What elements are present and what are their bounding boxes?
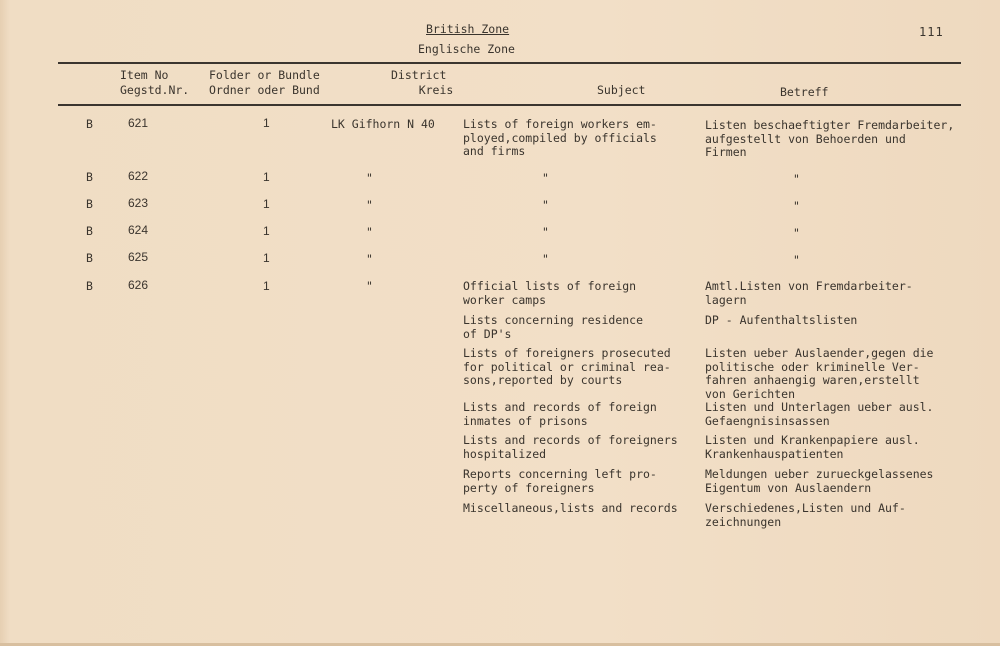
subject-ditto-mark: " <box>542 225 549 239</box>
district-ditto-mark: " <box>366 225 373 239</box>
folder-number: 1 <box>263 279 270 293</box>
subject-ditto-mark: " <box>542 252 549 266</box>
column-header-betreff: Betreff <box>780 85 829 99</box>
subject-text: Lists of foreigners prosecuted for political or criminal rea- sons,reported by courts <box>463 346 671 387</box>
row-prefix: B <box>86 197 93 211</box>
subject-ditto-mark: " <box>542 171 549 185</box>
item-number: 623 <box>128 196 149 210</box>
item-number: 626 <box>128 278 149 292</box>
folder-number: 1 <box>263 251 270 265</box>
subject-text: Official lists of foreign worker camps <box>463 279 637 307</box>
betreff-ditto-mark: " <box>793 226 800 240</box>
betreff-text: Listen und Unterlagen ueber ausl. Gefaengnisinsassen <box>705 400 934 428</box>
subject-text: Miscellaneous,lists and records <box>463 501 678 515</box>
subject-text: Lists concerning residence of DP's <box>463 313 644 341</box>
betreff-text: Listen und Krankenpapiere ausl. Krankenhauspatienten <box>705 433 920 461</box>
row-prefix: B <box>86 279 93 293</box>
betreff-ditto-mark: " <box>793 199 800 213</box>
folder-number: 1 <box>263 170 270 184</box>
row-prefix: B <box>86 224 93 238</box>
subject-text: Lists of foreign workers em- ployed,compiled by officials and firms <box>463 117 657 158</box>
column-header-folder: Folder or Bundle Ordner oder Bund <box>209 68 320 97</box>
betreff-ditto-mark: " <box>793 172 800 186</box>
district-ditto-mark: " <box>366 171 373 185</box>
row-prefix: B <box>86 170 93 184</box>
district-name: LK Gifhorn N 40 <box>331 117 435 131</box>
betreff-text: DP - Aufenthaltslisten <box>705 313 858 327</box>
header-top-rule <box>58 62 961 64</box>
subject-text: Lists and records of foreigners hospitalized <box>463 433 678 461</box>
header-bottom-rule <box>58 104 961 106</box>
subject-text: Reports concerning left pro- perty of foreigners <box>463 467 657 495</box>
betreff-text: Listen ueber Auslaender,gegen die politische oder kriminelle Ver- fahren anhaengig waren,erstellt von Gerichten <box>705 346 934 401</box>
folder-number: 1 <box>263 116 270 130</box>
subject-ditto-mark: " <box>542 198 549 212</box>
betreff-ditto-mark: " <box>793 253 800 267</box>
column-header-district: District Kreis <box>391 68 454 97</box>
subject-text: Lists and records of foreign inmates of prisons <box>463 400 657 428</box>
row-prefix: B <box>86 251 93 265</box>
item-number: 624 <box>128 223 149 237</box>
page-number: 111 <box>919 25 944 39</box>
betreff-text: Listen beschaeftigter Fremdarbeiter, aufgestellt von Behoerden und Firmen <box>705 118 955 159</box>
district-ditto-mark: " <box>366 279 373 293</box>
item-number: 625 <box>128 250 149 264</box>
betreff-text: Meldungen ueber zurueckgelassenes Eigentum von Auslaendern <box>705 467 934 495</box>
row-prefix: B <box>86 117 93 131</box>
district-ditto-mark: " <box>366 198 373 212</box>
betreff-text: Amtl.Listen von Fremdarbeiter- lagern <box>705 279 913 307</box>
item-number: 622 <box>128 169 149 183</box>
folder-number: 1 <box>263 224 270 238</box>
folder-number: 1 <box>263 197 270 211</box>
betreff-text: Verschiedenes,Listen und Auf- zeichnungen <box>705 501 906 529</box>
item-number: 621 <box>128 116 149 130</box>
district-ditto-mark: " <box>366 252 373 266</box>
page-subtitle: Englische Zone <box>418 42 515 56</box>
column-header-item-no: Item No Gegstd.Nr. <box>120 68 190 97</box>
page-title: British Zone <box>426 22 510 36</box>
column-header-subject: Subject <box>597 83 646 97</box>
